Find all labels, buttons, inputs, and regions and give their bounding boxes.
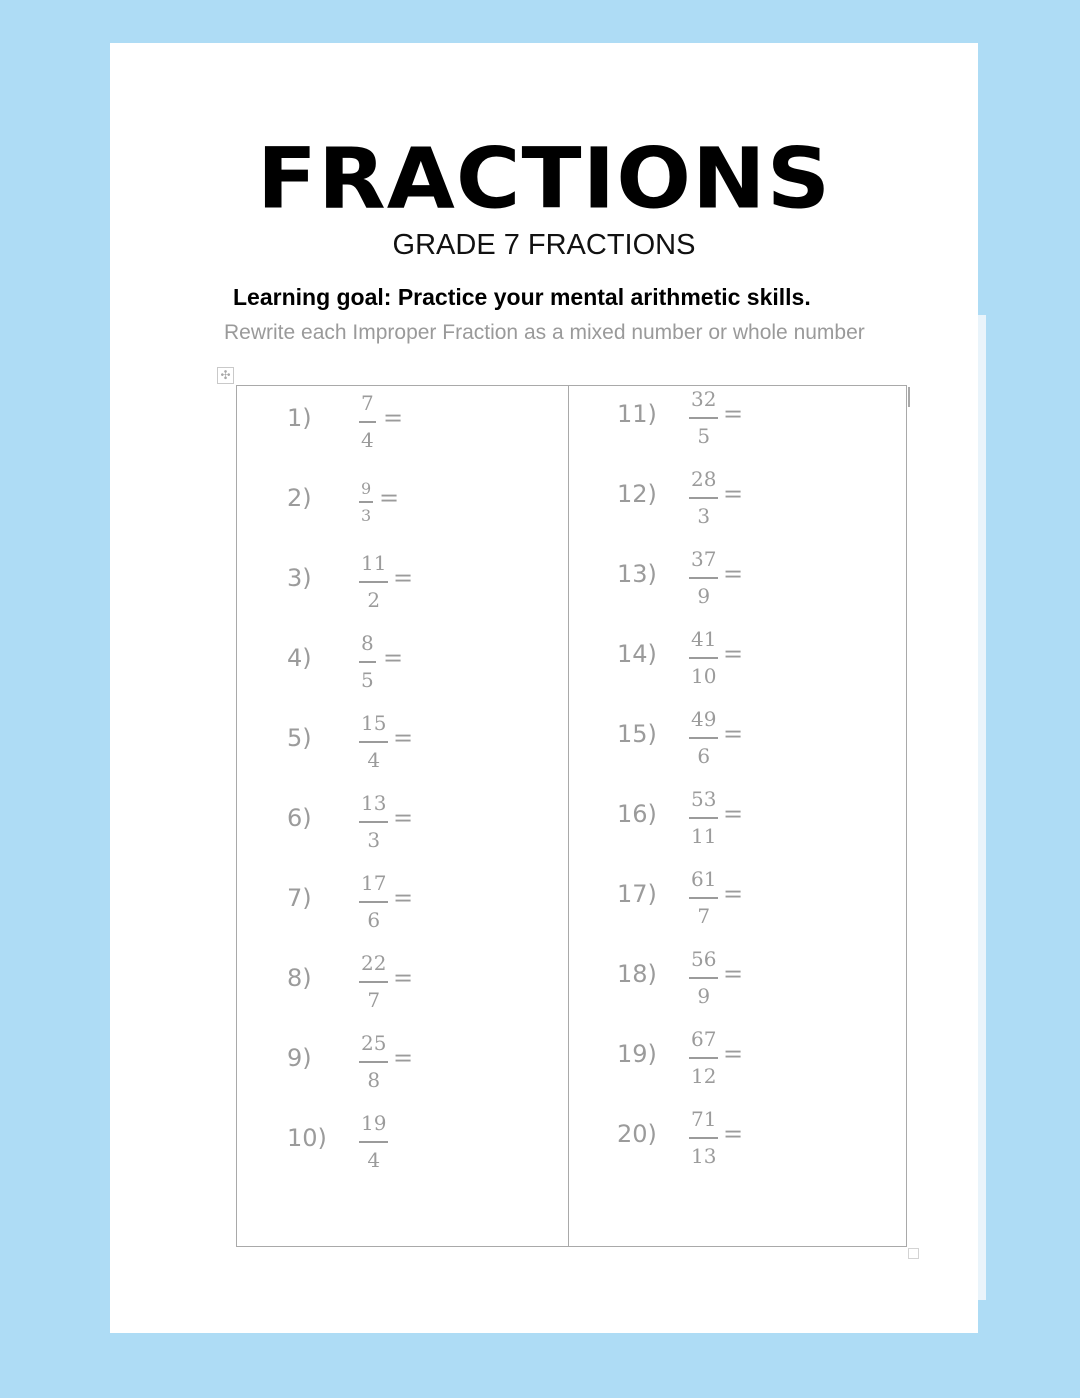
fraction (689, 466, 718, 529)
fraction (359, 710, 388, 773)
fraction (359, 550, 388, 613)
fraction (689, 546, 718, 609)
fraction-denominator: 3 (361, 506, 372, 525)
problem-item (287, 1030, 487, 1090)
fraction-numerator: 22 (361, 951, 387, 975)
fraction (359, 950, 388, 1013)
fraction-bar (359, 821, 388, 823)
fraction-denominator: 8 (367, 1068, 381, 1092)
fraction-numerator: 41 (691, 627, 717, 651)
equals-sign: = (723, 1040, 744, 1068)
fraction-denominator: 4 (367, 748, 381, 772)
fraction-bar (359, 741, 388, 743)
fraction-bar (359, 1061, 388, 1063)
fraction-numerator: 17 (361, 871, 387, 895)
fraction (359, 790, 388, 853)
fraction-numerator: 11 (361, 551, 387, 575)
fraction-bar (689, 977, 718, 979)
problem-item (617, 706, 817, 766)
fraction-numerator: 13 (361, 791, 387, 815)
equals-sign: = (723, 400, 744, 428)
problem-item (617, 466, 817, 526)
problem-number: 3) (287, 564, 312, 592)
fraction-bar (689, 897, 718, 899)
fraction (689, 866, 718, 929)
table-move-handle-icon[interactable]: ✣ (217, 367, 234, 384)
equals-sign: = (723, 960, 744, 988)
equals-sign: = (393, 724, 414, 752)
problem-item (287, 870, 487, 930)
problem-item (617, 786, 817, 846)
problem-item (617, 946, 817, 1006)
fraction-bar (359, 901, 388, 903)
fraction (689, 1026, 718, 1089)
fraction-denominator: 10 (691, 664, 717, 688)
page-shadow (978, 315, 986, 1300)
learning-goal: Learning goal: Practice your mental arithmetic skills. (233, 284, 811, 310)
fraction-bar (689, 1137, 718, 1139)
fraction-numerator: 53 (691, 787, 717, 811)
fraction (689, 1106, 718, 1169)
worksheet-page (110, 43, 978, 1333)
fraction (689, 786, 718, 849)
fraction-denominator: 4 (361, 428, 374, 452)
problem-number: 18) (617, 960, 657, 988)
fraction-denominator: 12 (691, 1064, 717, 1088)
problem-number: 17) (617, 880, 657, 908)
problem-item (617, 1026, 817, 1086)
fraction-denominator: 4 (367, 1148, 381, 1172)
fraction-numerator: 25 (361, 1031, 387, 1055)
problem-number: 9) (287, 1044, 312, 1072)
equals-sign: = (393, 564, 414, 592)
problem-item (287, 390, 487, 450)
problem-item (287, 550, 487, 610)
fraction (689, 386, 718, 449)
table-edge-marker (908, 387, 910, 407)
equals-sign: = (383, 404, 404, 432)
problem-item (287, 1110, 487, 1170)
equals-sign: = (393, 964, 414, 992)
page-subtitle: GRADE 7 FRACTIONS (392, 229, 696, 261)
equals-sign: = (723, 480, 744, 508)
problem-number: 4) (287, 644, 312, 672)
fraction (359, 1110, 388, 1173)
problem-number: 15) (617, 720, 657, 748)
fraction-numerator: 56 (691, 947, 717, 971)
equals-sign: = (723, 1120, 744, 1148)
fraction (689, 706, 718, 769)
fraction-numerator: 67 (691, 1027, 717, 1051)
problem-number: 5) (287, 724, 312, 752)
fraction-numerator: 8 (361, 631, 374, 655)
table-resize-handle[interactable] (908, 1248, 919, 1259)
problem-item (617, 1106, 817, 1166)
fraction-denominator: 3 (697, 504, 711, 528)
fraction-bar (359, 421, 376, 423)
fraction-bar (689, 817, 718, 819)
fraction-numerator: 28 (691, 467, 717, 491)
problem-number: 12) (617, 480, 657, 508)
fraction-denominator: 13 (691, 1144, 717, 1168)
fraction-numerator: 7 (361, 391, 374, 415)
equals-sign: = (723, 720, 744, 748)
problem-item (287, 710, 487, 770)
problems-table (236, 385, 907, 1247)
fraction-bar (359, 981, 388, 983)
fraction-denominator: 7 (697, 904, 711, 928)
problem-number: 14) (617, 640, 657, 668)
column-divider (568, 386, 569, 1246)
equals-sign: = (393, 1044, 414, 1072)
equals-sign: = (723, 640, 744, 668)
fraction-denominator: 5 (697, 424, 711, 448)
problem-number: 16) (617, 800, 657, 828)
fraction (359, 480, 373, 525)
fraction-denominator: 7 (367, 988, 381, 1012)
fraction-bar (359, 501, 373, 503)
problem-number: 10) (287, 1124, 327, 1152)
problem-number: 2) (287, 484, 312, 512)
fraction-bar (359, 661, 376, 663)
fraction-denominator: 11 (691, 824, 717, 848)
fraction-numerator: 37 (691, 547, 717, 571)
problem-number: 20) (617, 1120, 657, 1148)
fraction-denominator: 3 (367, 828, 381, 852)
instructions-text: Rewrite each Improper Fraction as a mixed number or whole number (224, 321, 865, 344)
equals-sign: = (393, 884, 414, 912)
fraction-bar (689, 657, 718, 659)
problem-item (287, 950, 487, 1010)
equals-sign: = (723, 560, 744, 588)
fraction (689, 946, 718, 1009)
fraction-bar (689, 737, 718, 739)
problem-number: 6) (287, 804, 312, 832)
fraction-bar (689, 417, 718, 419)
fraction-numerator: 19 (361, 1111, 387, 1135)
fraction-denominator: 2 (367, 588, 381, 612)
equals-sign: = (723, 880, 744, 908)
fraction-numerator: 61 (691, 867, 717, 891)
fraction-numerator: 15 (361, 711, 387, 735)
fraction-bar (689, 577, 718, 579)
problem-item (287, 630, 487, 690)
equals-sign: = (723, 800, 744, 828)
problem-number: 11) (617, 400, 657, 428)
fraction-denominator: 9 (697, 584, 711, 608)
equals-sign: = (393, 804, 414, 832)
fraction-denominator: 5 (361, 668, 374, 692)
fraction-denominator: 6 (367, 908, 381, 932)
fraction (689, 626, 718, 689)
problem-item (617, 546, 817, 606)
problem-item (617, 866, 817, 926)
problem-item (287, 790, 487, 850)
fraction-bar (359, 581, 388, 583)
fraction (359, 390, 376, 453)
problem-number: 7) (287, 884, 312, 912)
problem-number: 19) (617, 1040, 657, 1068)
fraction (359, 1030, 388, 1093)
problem-number: 13) (617, 560, 657, 588)
fraction (359, 630, 376, 693)
fraction-bar (689, 497, 718, 499)
fraction-denominator: 9 (697, 984, 711, 1008)
fraction-numerator: 9 (361, 479, 372, 498)
problem-item (287, 470, 487, 530)
fraction (359, 870, 388, 933)
problem-item (617, 386, 817, 446)
equals-sign: = (383, 644, 404, 672)
fraction-denominator: 6 (697, 744, 711, 768)
fraction-numerator: 71 (691, 1107, 717, 1131)
problem-number: 1) (287, 404, 312, 432)
problem-number: 8) (287, 964, 312, 992)
fraction-numerator: 49 (691, 707, 717, 731)
equals-sign: = (379, 484, 400, 512)
fraction-bar (359, 1141, 388, 1143)
fraction-bar (689, 1057, 718, 1059)
page-title: FRACTIONS (256, 129, 832, 228)
fraction-numerator: 32 (691, 387, 717, 411)
problem-item (617, 626, 817, 686)
